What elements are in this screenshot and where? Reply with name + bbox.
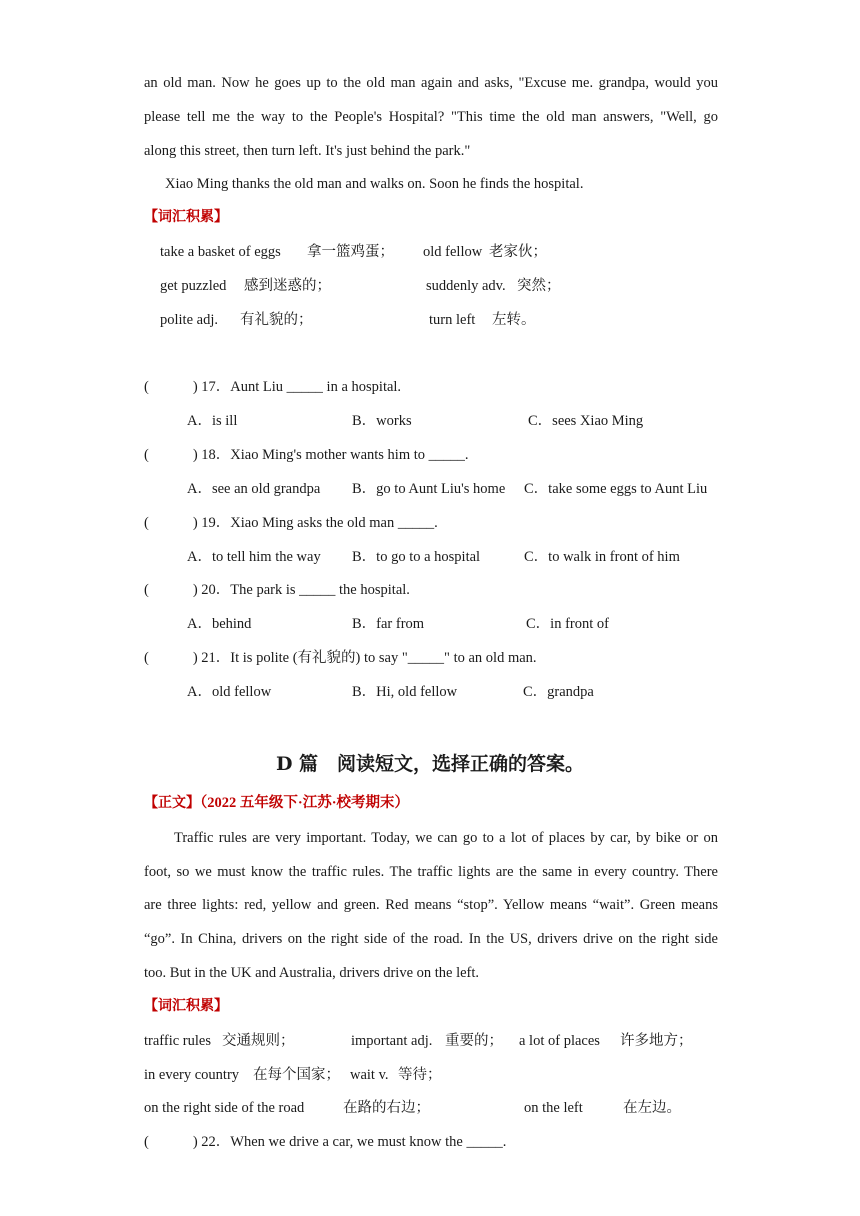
question-18: ( ) 18．Xiao Ming's mother wants him to _____. <box>144 447 469 463</box>
vocab-tag: 【词汇积累】 <box>144 999 228 1014</box>
vocab-term: on the right side of the road <box>144 1100 305 1116</box>
vocab-term: old fellow <box>423 244 483 260</box>
vocab-meaning: 有礼貌的； <box>240 312 313 328</box>
question-17: ( ) 17．Aunt Liu _____ in a hospital. <box>144 379 402 395</box>
question-22: ( ) 22．When we drive a car, we must know the _____. <box>144 1134 507 1150</box>
vocab-meaning: 在路的右边； <box>343 1100 430 1116</box>
vocab-term: suddenly adv. <box>426 278 506 294</box>
option-a[interactable]: A．to tell him the way <box>187 549 321 565</box>
vocab-term: a lot of places <box>519 1033 600 1049</box>
question-20: ( ) 20．The park is _____ the hospital. <box>144 582 410 598</box>
text-source-line <box>144 793 409 814</box>
option-a[interactable]: A．is ill <box>187 413 238 429</box>
option-b[interactable]: B．go to Aunt Liu's home <box>352 481 506 497</box>
vocab-meaning: 交通规则； <box>222 1033 295 1049</box>
passage-line: are three lights: red, yellow and green. Red means “stop”. Yellow means “wait”. Green means <box>144 897 718 913</box>
passage-line: too. But in the UK and Australia, drivers drive on the left. <box>144 965 480 981</box>
vocab-meaning: 重要的； <box>445 1033 503 1049</box>
vocab-tag: 【词汇积累】 <box>144 210 228 225</box>
text-tag: 【正文】 <box>144 796 200 811</box>
vocab-meaning: 拿一篮鸡蛋； <box>307 244 394 260</box>
source-note: （2022 五年级下·江苏·校考期末） <box>200 795 410 811</box>
passage-line: Xiao Ming thanks the old man and walks on. Soon he finds the hospital. <box>165 176 584 192</box>
option-b[interactable]: B．far from <box>352 616 425 632</box>
option-a[interactable]: A．see an old grandpa <box>187 481 321 497</box>
section-heading: D 篇 阅读短文，选择正确的答案。 <box>275 753 585 775</box>
vocab-term: get puzzled <box>160 278 227 294</box>
vocab-meaning: 老家伙； <box>489 244 547 260</box>
option-c[interactable]: C．to walk in front of him <box>524 549 680 565</box>
vocab-meaning: 左转。 <box>492 312 536 328</box>
vocab-meaning: 突然； <box>517 278 561 294</box>
vocab-term: in every country <box>144 1067 240 1083</box>
vocab-term: traffic rules <box>144 1033 211 1049</box>
question-19: ( ) 19．Xiao Ming asks the old man _____. <box>144 515 438 531</box>
option-a[interactable]: A．behind <box>187 616 252 632</box>
option-b[interactable]: B．Hi, old fellow <box>352 684 458 700</box>
vocab-term: wait v. <box>350 1067 389 1083</box>
passage-line: “go”. In China, drivers on the right side of the road. In the US, drivers drive on the right side <box>144 931 718 947</box>
vocab-term: on the left <box>524 1100 583 1116</box>
option-b[interactable]: B．to go to a hospital <box>352 549 481 565</box>
passage-line: please tell me the way to the People's Hospital? "This time the old man answers, "Well, go <box>144 109 718 125</box>
vocab-meaning: 在左边。 <box>623 1100 681 1116</box>
option-c[interactable]: C．grandpa <box>523 684 594 700</box>
vocab-term: take a basket of eggs <box>160 244 281 260</box>
vocab-term: polite adj. <box>160 312 218 328</box>
vocab-meaning: 许多地方； <box>620 1033 693 1049</box>
vocab-term: turn left <box>429 312 476 328</box>
option-a[interactable]: A．old fellow <box>187 684 272 700</box>
option-c[interactable]: C．take some eggs to Aunt Liu <box>524 481 708 497</box>
vocab-term: important adj. <box>351 1033 433 1049</box>
question-21: ( ) 21．It is polite (有礼貌的) to say "_____" to an old man. <box>144 650 537 666</box>
option-c[interactable]: C．in front of <box>526 616 609 632</box>
passage-line: Traffic rules are very important. Today, we can go to a lot of places by car, by bike or on <box>174 830 718 846</box>
passage-line: foot, so we must know the traffic rules. The traffic lights are the same in every country. There <box>144 864 718 880</box>
vocab-meaning: 等待； <box>398 1067 442 1083</box>
option-c[interactable]: C．sees Xiao Ming <box>528 413 644 429</box>
vocab-meaning: 在每个国家； <box>253 1067 340 1083</box>
passage-line: an old man. Now he goes up to the old man again and asks, "Excuse me. grandpa, would you <box>144 75 718 91</box>
vocab-meaning: 感到迷惑的； <box>244 278 331 294</box>
passage-line: along this street, then turn left. It's just behind the park." <box>144 143 471 159</box>
option-b[interactable]: B．works <box>352 413 412 429</box>
